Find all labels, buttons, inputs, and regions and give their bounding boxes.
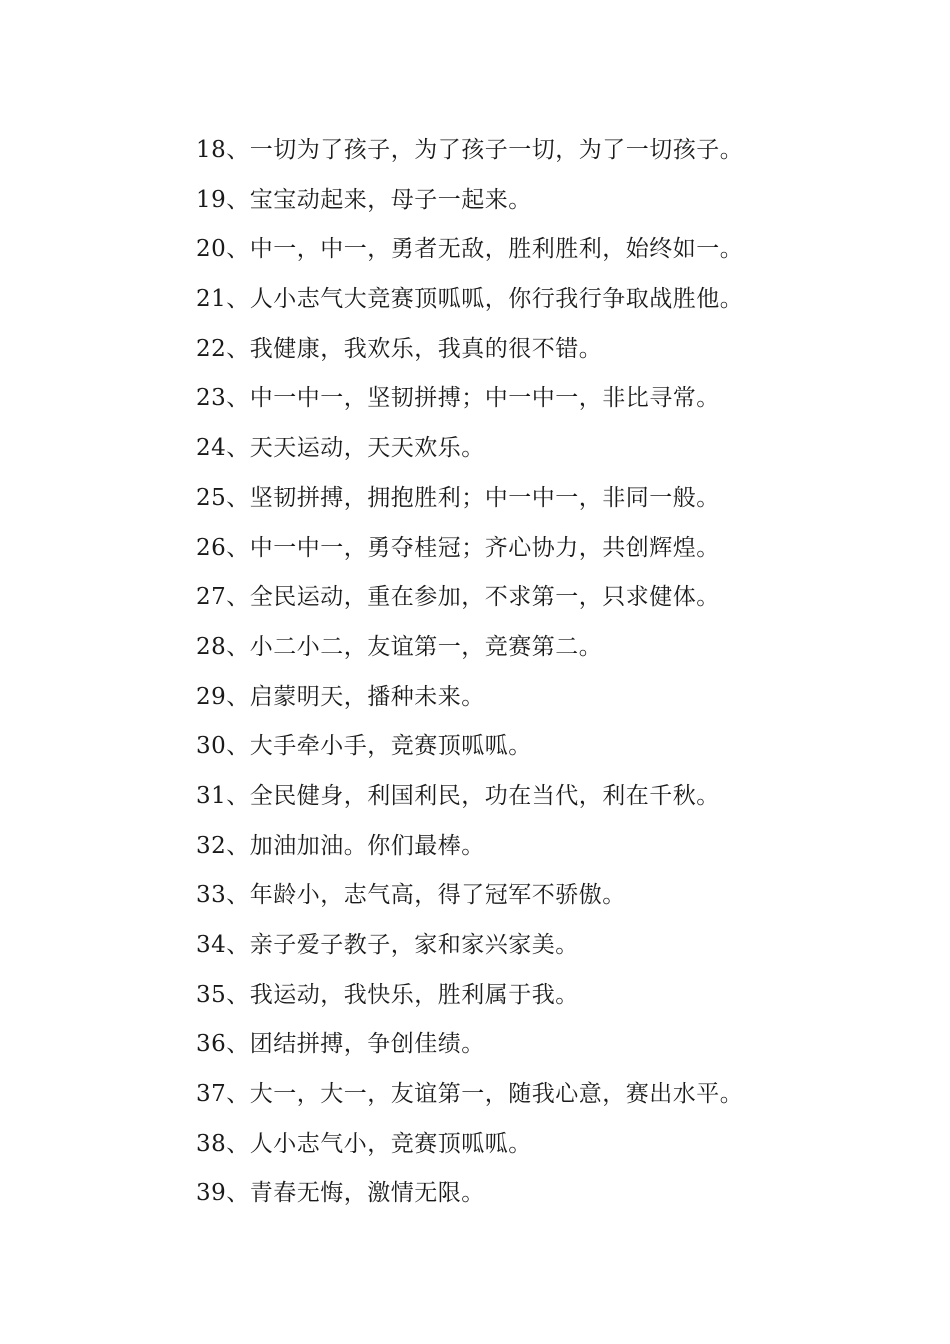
slogan-line-34: 34、亲子爱子教子，家和家兴家美。 <box>196 932 579 958</box>
slogan-line-37: 37、大一，大一，友谊第一，随我心意，赛出水平。 <box>196 1081 744 1108</box>
slogan-line-23: 23、中一中一，坚韧拼搏；中一中一，非比寻常。 <box>196 385 720 412</box>
slogan-line-19: 19、宝宝动起来，母子一起来。 <box>196 186 532 213</box>
slogan-line-22: 22、我健康，我欢乐，我真的很不错。 <box>196 335 603 362</box>
slogan-line-33: 33、年龄小，志气高，得了冠军不骄傲。 <box>196 882 626 909</box>
slogan-line-32: 32、加油加油。你们最棒。 <box>196 832 485 859</box>
slogan-line-39: 39、青春无悔，激情无限。 <box>196 1180 485 1207</box>
slogan-line-29: 29、启蒙明天，播种未来。 <box>196 683 485 710</box>
slogan-line-28: 28、小二小二，友谊第一，竞赛第二。 <box>196 633 603 660</box>
slogan-line-18: 18、一切为了孩子，为了孩子一切，为了一切孩子。 <box>196 137 744 163</box>
slogan-line-27: 27、全民运动，重在参加，不求第一，只求健体。 <box>196 584 720 611</box>
slogan-line-31: 31、全民健身，利国利民，功在当代，利在千秋。 <box>196 782 720 809</box>
slogan-line-20: 20、中一，中一，勇者无敌，胜利胜利，始终如一。 <box>196 236 744 263</box>
slogan-line-25: 25、坚韧拼搏，拥抱胜利；中一中一，非同一般。 <box>196 484 720 511</box>
slogan-list <box>196 126 896 1219</box>
slogan-line-30: 30、大手牵小手，竞赛顶呱呱。 <box>196 733 532 760</box>
slogan-line-38: 38、人小志气小，竞赛顶呱呱。 <box>196 1130 532 1157</box>
slogan-line-26: 26、中一中一，勇夺桂冠；齐心协力，共创辉煌。 <box>196 534 720 561</box>
slogan-line-21: 21、人小志气大竞赛顶呱呱，你行我行争取战胜他。 <box>196 286 744 313</box>
slogan-line-24: 24、天天运动，天天欢乐。 <box>196 435 485 462</box>
slogan-line-35: 35、我运动，我快乐，胜利属于我。 <box>196 981 579 1008</box>
slogan-line-36: 36、团结拼搏，争创佳绩。 <box>196 1031 485 1058</box>
